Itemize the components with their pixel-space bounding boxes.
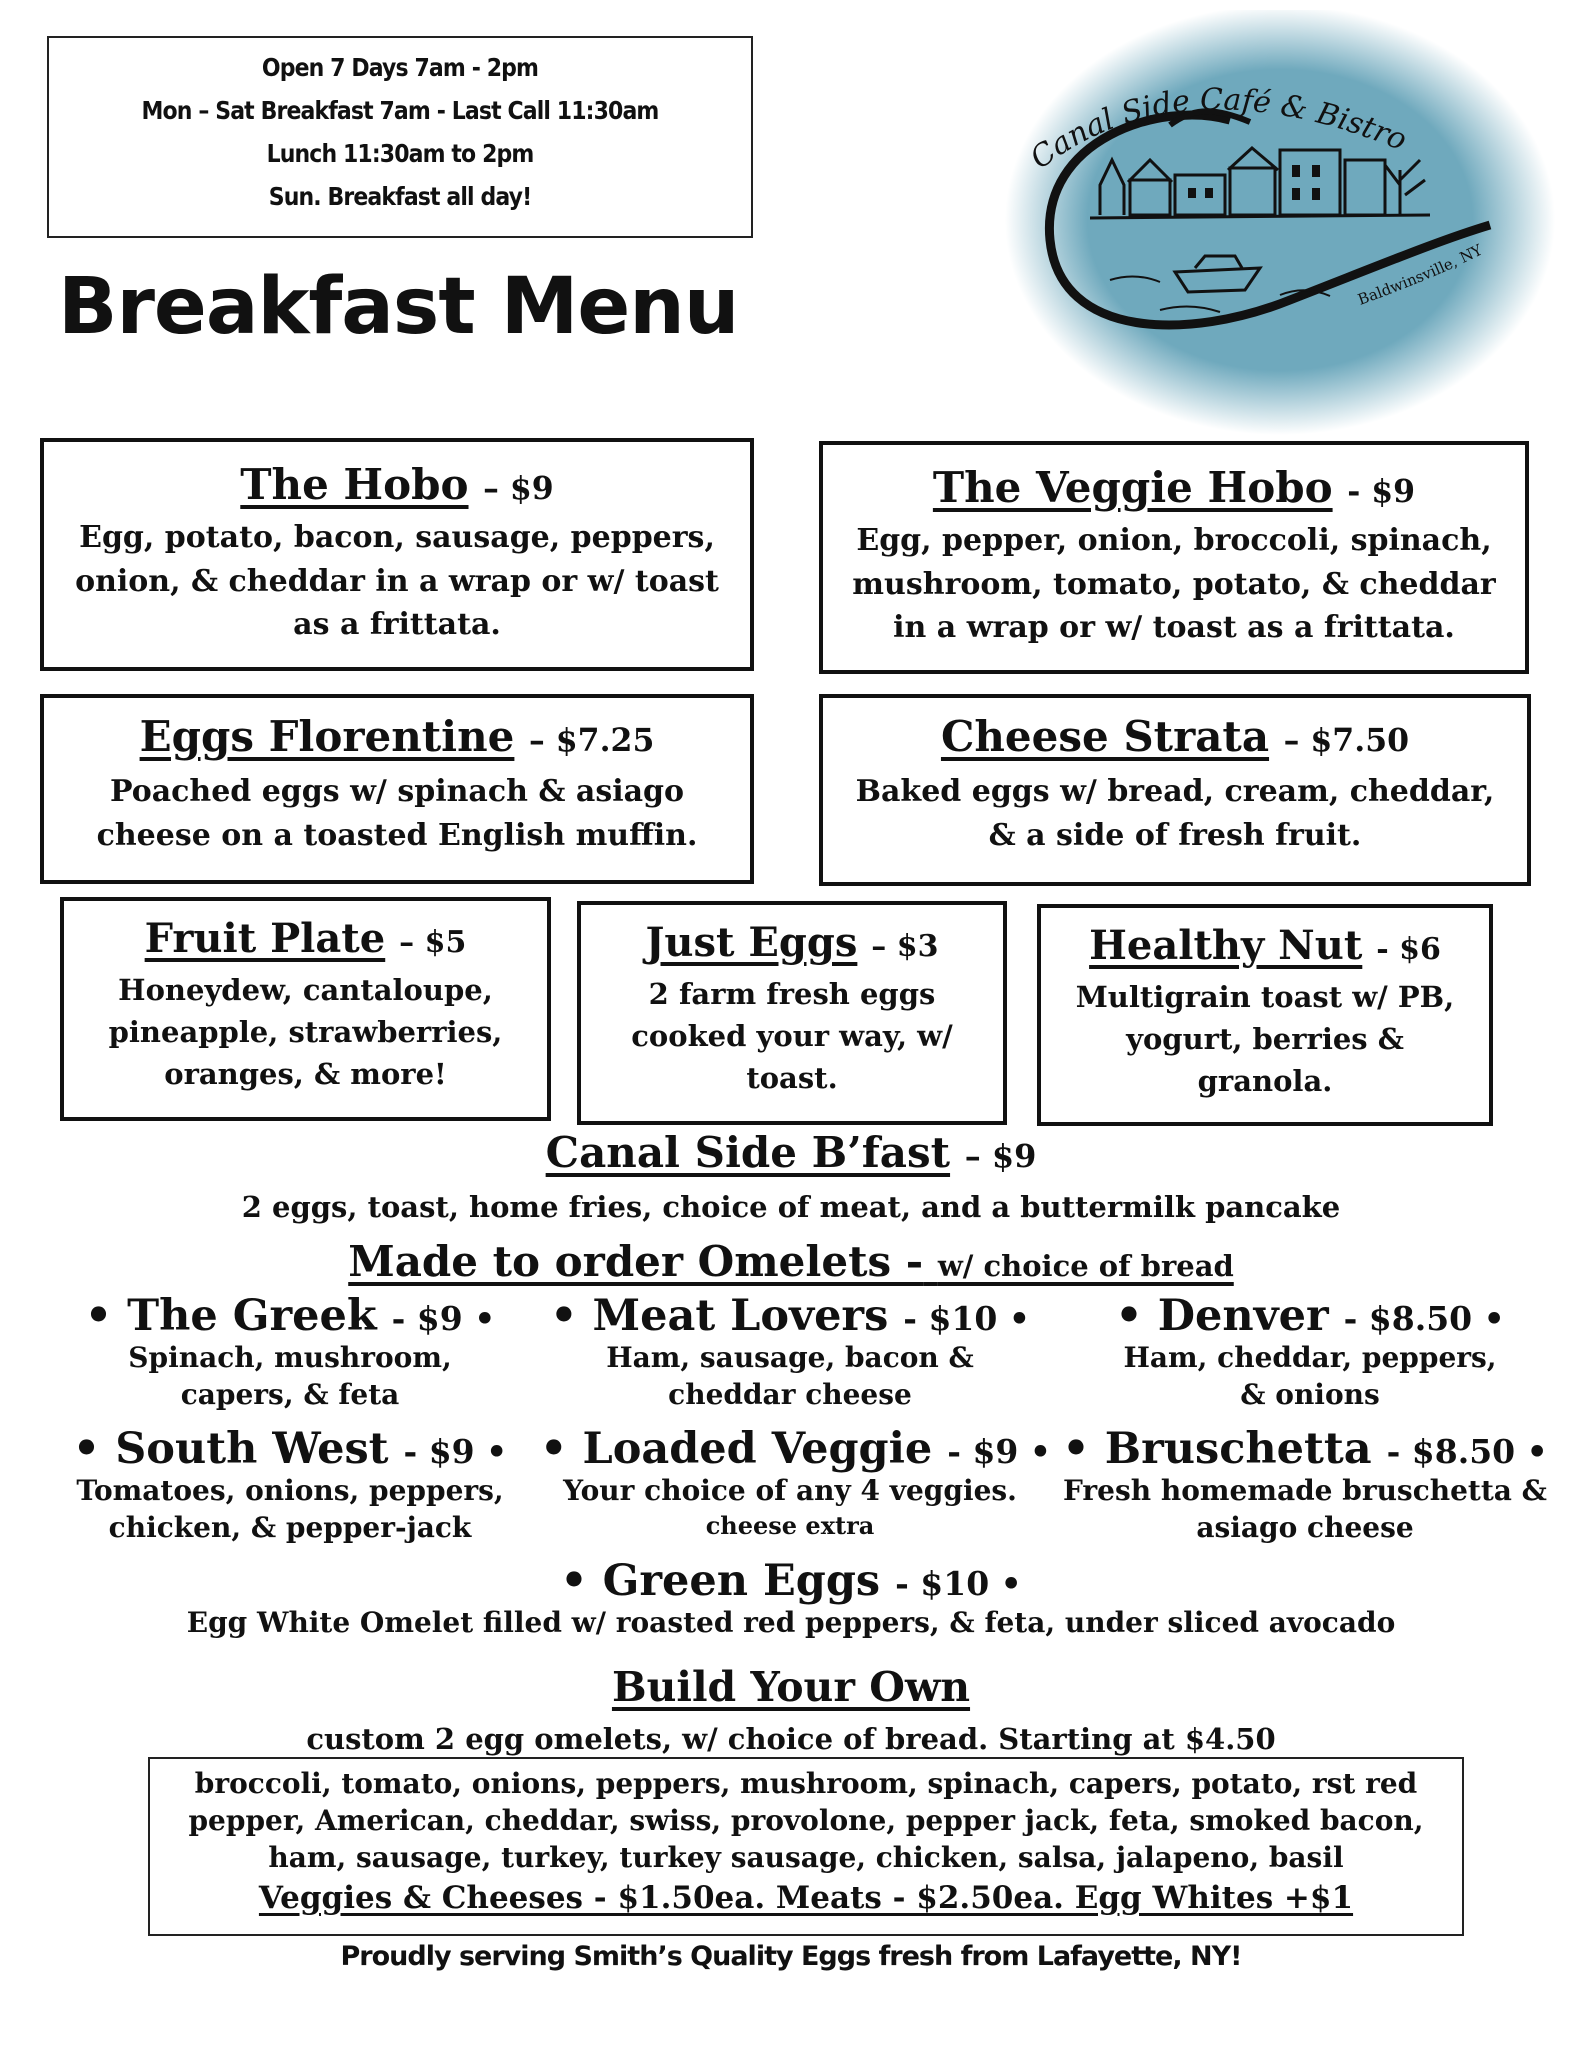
omelet-description: Ham, sausage, bacon & cheddar cheese [606, 1341, 974, 1411]
hours-box [47, 36, 753, 238]
item-price: - $9 [1347, 473, 1416, 510]
omelet-loaded-veggie: • Loaded Veggie - $9 • Your choice of any 4 veggies. cheese extra [540, 1424, 1051, 1540]
item-description: Multigrain toast w/ PB, yogurt, berries & granola. [1075, 980, 1455, 1099]
omelet-note: cheese extra [705, 1510, 875, 1540]
build-your-own-box [148, 1757, 1464, 1936]
item-description: Baked eggs w/ bread, cream, cheddar, & a side of fresh fruit. [855, 774, 1495, 853]
hours-line: Lunch 11:30am to 2pm [266, 139, 534, 168]
omelets-subtitle: w/ choice of bread [937, 1249, 1234, 1283]
item-description: Poached eggs w/ spinach & asiago cheese on a toasted English muffin. [96, 774, 698, 853]
omelet-description: Spinach, mushroom, capers, & feta [128, 1341, 452, 1411]
item-name: Canal Side B’fast [545, 1128, 951, 1177]
build-your-own-heading: Build Your Own [611, 1663, 971, 1711]
menu-item-eggs-florentine [40, 694, 754, 884]
item-price: – $5 [399, 925, 467, 960]
omelet-description: Your choice of any 4 veggies. [563, 1474, 1017, 1508]
item-price: – $7.50 [1283, 722, 1410, 759]
logo-name: Canal Side Café & Bistro [1024, 82, 1412, 177]
item-name: The Hobo [240, 460, 469, 509]
menu-item-just-eggs [577, 901, 1007, 1125]
cafe-logo [960, 10, 1560, 450]
menu-item-cheese-strata [819, 694, 1531, 886]
item-price: – $9 [483, 470, 554, 507]
item-description: 2 farm fresh eggs cooked your way, w/ toast. [631, 977, 953, 1096]
item-name: Just Eggs [645, 919, 858, 966]
omelet-meat-lovers: • Meat Lovers - $10 • Ham, sausage, bacon & cheddar cheese [545, 1293, 1035, 1413]
page-title: Breakfast Menu [58, 262, 739, 352]
item-description: Egg, pepper, onion, broccoli, spinach, mushroom, tomato, potato, & cheddar in a wrap or w/ toast as a frittata. [852, 523, 1496, 646]
omelets-title: Made to order Omelets - w/ choice of bread [348, 1237, 1234, 1286]
omelet-south-west: • South West - $9 • Tomatoes, onions, peppers, chicken, & pepper-jack [40, 1426, 540, 1546]
item-price: – $7.25 [529, 722, 655, 759]
omelet-description: Ham, cheddar, peppers, & onions [1123, 1341, 1497, 1411]
hours-line: Open 7 Days 7am - 2pm [261, 53, 539, 82]
item-name: Cheese Strata [940, 712, 1270, 761]
footer-note: Proudly serving Smith’s Quality Eggs fresh from Lafayette, NY! [340, 1941, 1242, 1972]
item-price: - $6 [1376, 932, 1441, 967]
build-your-own-subtitle: custom 2 egg omelets, w/ choice of bread. Starting at $4.50 [306, 1722, 1276, 1756]
canal-bfast-description: 2 eggs, toast, home fries, choice of meat, and a buttermilk pancake [241, 1190, 1341, 1224]
menu-item-healthy-nut [1037, 904, 1493, 1126]
item-name: Eggs Florentine [139, 712, 515, 761]
omelet-description: Egg White Omelet filled w/ roasted red peppers, & feta, under sliced avocado [186, 1606, 1396, 1640]
menu-item-the-hobo [40, 438, 754, 671]
item-description: Egg, potato, bacon, sausage, peppers, onion, & cheddar in a wrap or w/ toast as a frittata. [75, 520, 719, 643]
item-price: – $9 [964, 1137, 1037, 1175]
item-name: The Veggie Hobo [932, 463, 1333, 512]
item-name: Healthy Nut [1089, 922, 1363, 969]
omelets-heading [0, 1237, 1582, 1286]
logo-location: Baldwinsville, NY [1355, 240, 1486, 309]
menu-item-veggie-hobo [819, 441, 1529, 674]
omelet-description: Fresh homemade bruschetta & asiago cheese [1063, 1474, 1547, 1544]
canal-bfast-heading [0, 1128, 1582, 1177]
omelet-green-eggs: • Green Eggs - $10 • Egg White Omelet filled w/ roasted red peppers, & feta, under sliced avocado [0, 1558, 1582, 1642]
omelet-description: Tomatoes, onions, peppers, chicken, & pepper-jack [76, 1474, 504, 1544]
menu-item-fruit-plate [60, 897, 551, 1121]
hours-line: Sun. Breakfast all day! [268, 182, 532, 211]
add-on-prices: Veggies & Cheeses - $1.50ea. Meats - $2.50ea. Egg Whites +$1 [258, 1879, 1354, 1916]
hours-line: Mon – Sat Breakfast 7am - Last Call 11:30am [141, 96, 659, 125]
omelet-bruschetta: • Bruschetta - $8.50 • Fresh homemade bruschetta & asiago cheese [1040, 1426, 1570, 1546]
item-price: – $3 [871, 929, 939, 964]
ingredient-list: broccoli, tomato, onions, peppers, mushroom, spinach, capers, potato, rst red pepper, American, cheddar, swiss, provolone, pepper jack, feta, smoked bacon, ham, sausage, turkey, turkey sausage, chicken, salsa, jalapeno, basil [188, 1767, 1424, 1875]
omelet-the-greek: • The Greek - $9 • Spinach, mushroom, capers, & feta [40, 1293, 540, 1413]
omelet-denver: • Denver - $8.50 • Ham, cheddar, peppers, & onions [1060, 1293, 1560, 1413]
item-name: Fruit Plate [144, 915, 386, 962]
item-description: Honeydew, cantaloupe, pineapple, strawberries, oranges, & more! [108, 973, 503, 1092]
